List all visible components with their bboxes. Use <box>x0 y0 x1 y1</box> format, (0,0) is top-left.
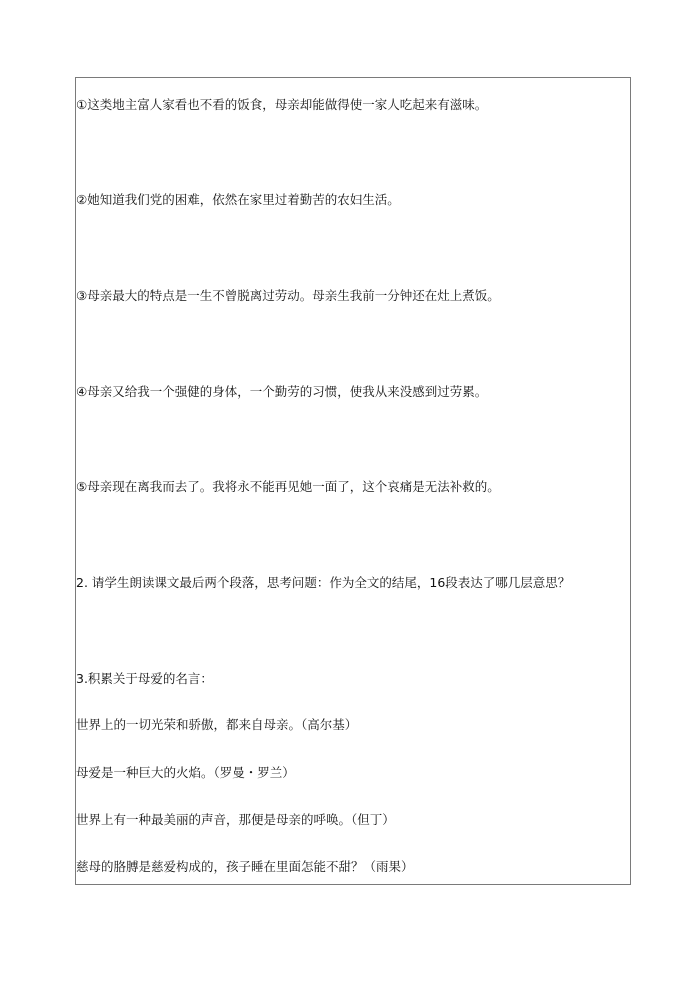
section-3-heading: 3.积累关于母爱的名言： <box>76 671 213 686</box>
quote-dante: 世界上有一种最美丽的声音，那便是母亲的呼唤。（但丁） <box>76 812 395 827</box>
sentence-5: ⑤母亲现在离我而去了。我将永不能再见她一面了，这个哀痛是无法补救的。 <box>76 479 500 494</box>
sentence-3: ③母亲最大的特点是一生不曾脱离过劳动。母亲生我前一分钟还在灶上煮饭。 <box>76 288 500 303</box>
quote-rolland: 母爱是一种巨大的火焰。（罗曼・罗兰） <box>76 765 295 780</box>
sentence-1: ①这类地主富人家看也不看的饭食，母亲却能做得使一家人吃起来有滋味。 <box>76 97 488 112</box>
sentence-4: ④母亲又给我一个强健的身体，一个勤劳的习惯，使我从来没感到过劳累。 <box>76 384 488 399</box>
quote-gorky: 世界上的一切光荣和骄傲，都来自母亲。（高尔基） <box>76 717 358 732</box>
quote-hugo: 慈母的胳膊是慈爱构成的，孩子睡在里面怎能不甜？（雨果） <box>76 859 414 874</box>
question-2: 2. 请学生朗读课文最后两个段落，思考问题：作为全文的结尾，16段表达了哪几层意思？ <box>76 575 571 590</box>
sentence-2: ②她知道我们党的困难，依然在家里过着勤苦的农妇生活。 <box>76 192 400 207</box>
